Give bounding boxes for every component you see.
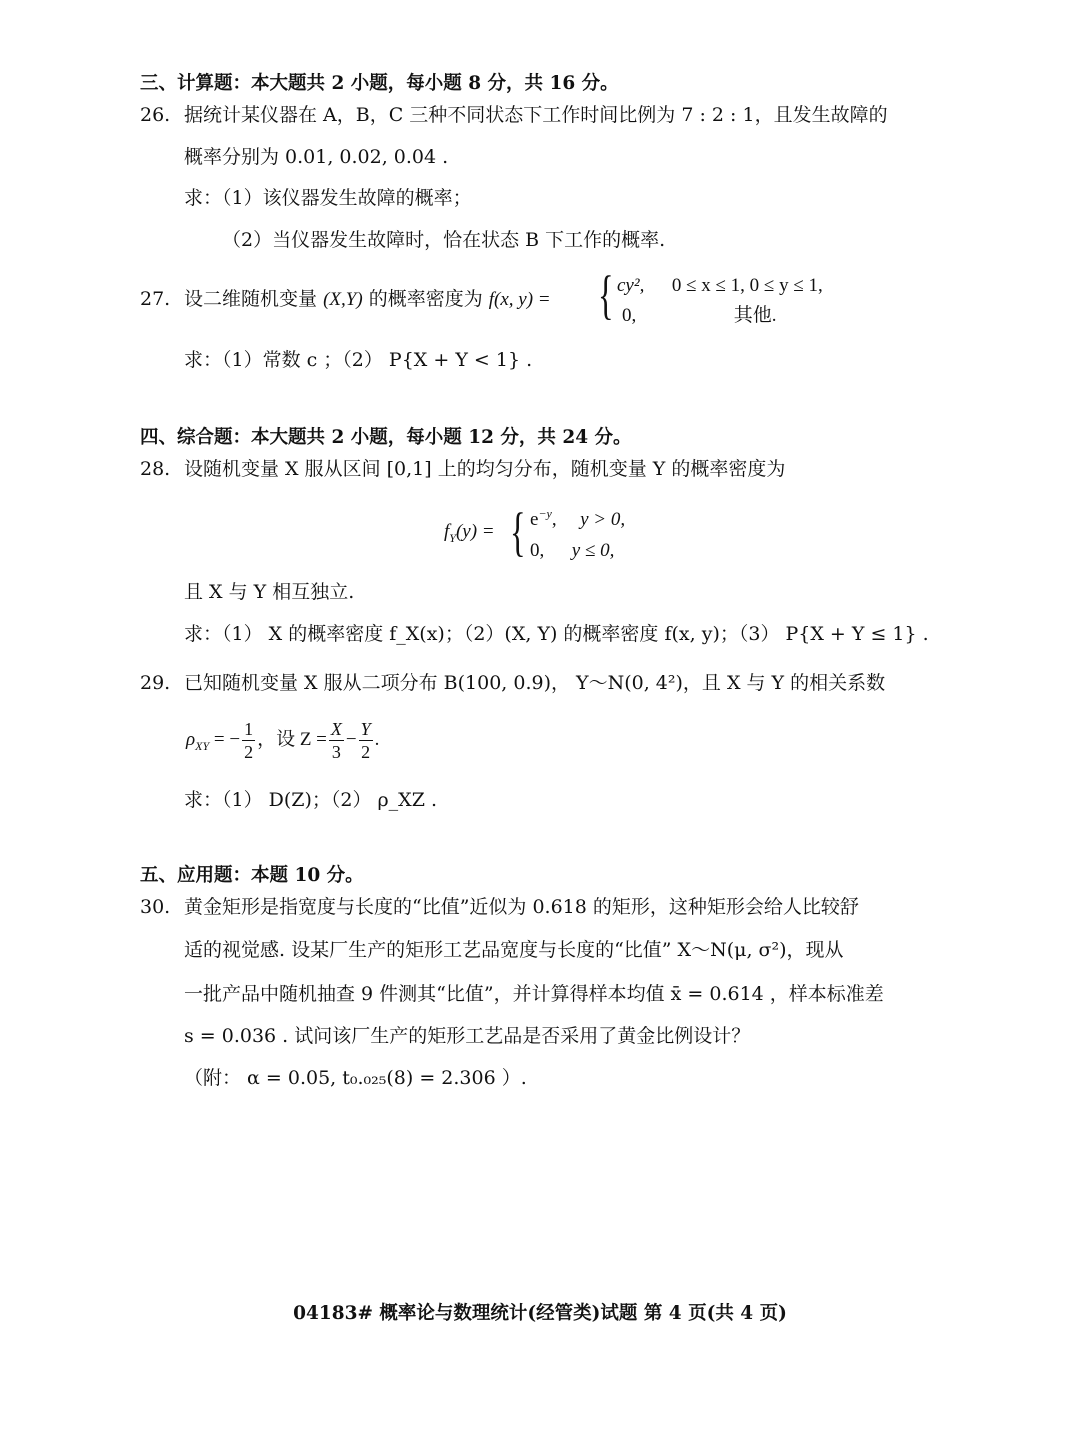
q28-case-1 <box>530 508 625 532</box>
q29-number: 29. <box>140 672 171 694</box>
q28-ask: 求：（1） X 的概率密度 f_X(x)；（2）(X, Y) 的概率密度 f(x, y)；（3） P{X + Y ≤ 1} . <box>184 623 929 645</box>
q29-frac-2 <box>329 718 344 763</box>
q27-case-2 <box>622 304 777 328</box>
section-5-title: 五、应用题：本题 10 分。 <box>140 865 364 886</box>
q26-line-4: （2）当仪器发生故障时，恰在状态 B 下工作的概率. <box>222 229 666 251</box>
q27-case2-expr: 0, <box>622 305 637 326</box>
q28-case1-sup: −y <box>538 506 552 521</box>
q29-frac-3 <box>359 718 373 763</box>
q28-func-sub: Y <box>449 530 456 545</box>
q30-line-4: s = 0.036 . 试问该厂生产的矩形工艺品是否采用了黄金比例设计？ <box>184 1025 751 1047</box>
q29-line-2 <box>186 716 379 764</box>
q28-text-1: 设随机变量 X 服从区间 [0,1] 上的均匀分布，随机变量 Y 的概率密度为 <box>184 458 786 480</box>
q27-case-1 <box>617 274 823 298</box>
q29-ask: 求：（1） D(Z)；（2） ρ_XZ . <box>184 789 437 811</box>
q29-line-1 <box>140 671 885 695</box>
q27-lead: 设二维随机变量 <box>184 288 318 310</box>
q29-frac2-den: 3 <box>331 742 341 763</box>
q28-case2-expr: 0, <box>530 540 545 561</box>
q28-case1-comma: , <box>551 509 557 530</box>
q29-frac1-den: 2 <box>244 742 254 763</box>
q28-line-1 <box>140 457 785 481</box>
q28-line-2: 且 X 与 Y 相互独立. <box>184 581 355 603</box>
q29-set-z: ，设 Z = <box>257 729 327 750</box>
q30-line-2: 适的视觉感. 设某厂生产的矩形工艺品宽度与长度的“比值” X～N(μ, σ²)，现从 <box>184 939 844 961</box>
q26-line-3: 求：（1）该仪器发生故障的概率； <box>184 187 472 209</box>
q28-case1-cond: y > 0, <box>580 509 626 530</box>
q28-func <box>444 520 495 544</box>
q27-case2-cond: 其他. <box>733 305 777 326</box>
q28-brace: { <box>510 502 526 562</box>
q26-number: 26. <box>140 104 171 126</box>
q27-brace: { <box>598 265 614 325</box>
q27-vars: (X,Y) <box>323 289 363 310</box>
q28-number: 28. <box>140 458 171 480</box>
q27-ask: 求：（1）常数 c ；（2） P{X + Y < 1} . <box>184 349 533 371</box>
q30-number: 30. <box>140 896 171 918</box>
q29-frac-1 <box>242 718 255 763</box>
q26-line-1 <box>140 103 888 127</box>
q29-text-1: 已知随机变量 X 服从二项分布 B(100, 0.9)， Y～N(0, 4²)，且 X 与 Y 的相关系数 <box>184 672 886 694</box>
q29-minus: − <box>345 729 357 750</box>
q29-frac1-num: 1 <box>244 719 254 740</box>
q27-number: 27. <box>140 288 171 310</box>
section-4-title: 四、综合题：本大题共 2 小题，每小题 12 分，共 24 分。 <box>140 427 632 448</box>
q28-case1-expr: e <box>530 509 539 530</box>
q29-eq: = − <box>213 729 241 750</box>
q26-line-2: 概率分别为 0.01, 0.02, 0.04 . <box>184 146 449 168</box>
q29-frac3-den: 2 <box>361 742 371 763</box>
q27-case1-expr: cy², <box>617 275 645 296</box>
q27-line-1 <box>140 287 551 312</box>
q27-mid: 的概率密度为 <box>368 288 483 310</box>
section-3-title: 三、计算题：本大题共 2 小题，每小题 8 分，共 16 分。 <box>140 73 619 94</box>
q28-case2-cond: y ≤ 0, <box>571 540 615 561</box>
q29-rho-sub: XY <box>195 738 210 753</box>
q30-text-1: 黄金矩形是指宽度与长度的“比值”近似为 0.618 的矩形，这种矩形会给人比较舒 <box>184 896 859 918</box>
q29-end: . <box>374 729 380 750</box>
q29-frac3-num: Y <box>360 719 371 740</box>
q29-frac2-num: X <box>330 719 342 740</box>
q30-line-1 <box>140 895 859 919</box>
page-footer: 04183# 概率论与数理统计(经管类)试题 第 4 页(共 4 页) <box>293 1303 787 1324</box>
q29-rho: ρ <box>186 729 196 750</box>
q26-text-1: 据统计某仪器在 A，B，C 三种不同状态下工作时间比例为 7 : 2 : 1，且发生故障的 <box>184 104 888 126</box>
q30-line-3: 一批产品中随机抽查 9 件测其“比值”，并计算得样本均值 x̄ = 0.614 ，样本标准差 <box>184 983 884 1005</box>
q28-func-arg: (y) = <box>455 521 495 542</box>
q28-case-2 <box>530 539 614 563</box>
q28-func-f: f <box>444 521 450 542</box>
q27-func: f(x, y) = <box>488 289 551 310</box>
q30-line-5: （附： α = 0.05, t₀.₀₂₅(8) = 2.306 ）. <box>184 1067 527 1089</box>
q27-case1-cond: 0 ≤ x ≤ 1, 0 ≤ y ≤ 1, <box>671 275 823 296</box>
